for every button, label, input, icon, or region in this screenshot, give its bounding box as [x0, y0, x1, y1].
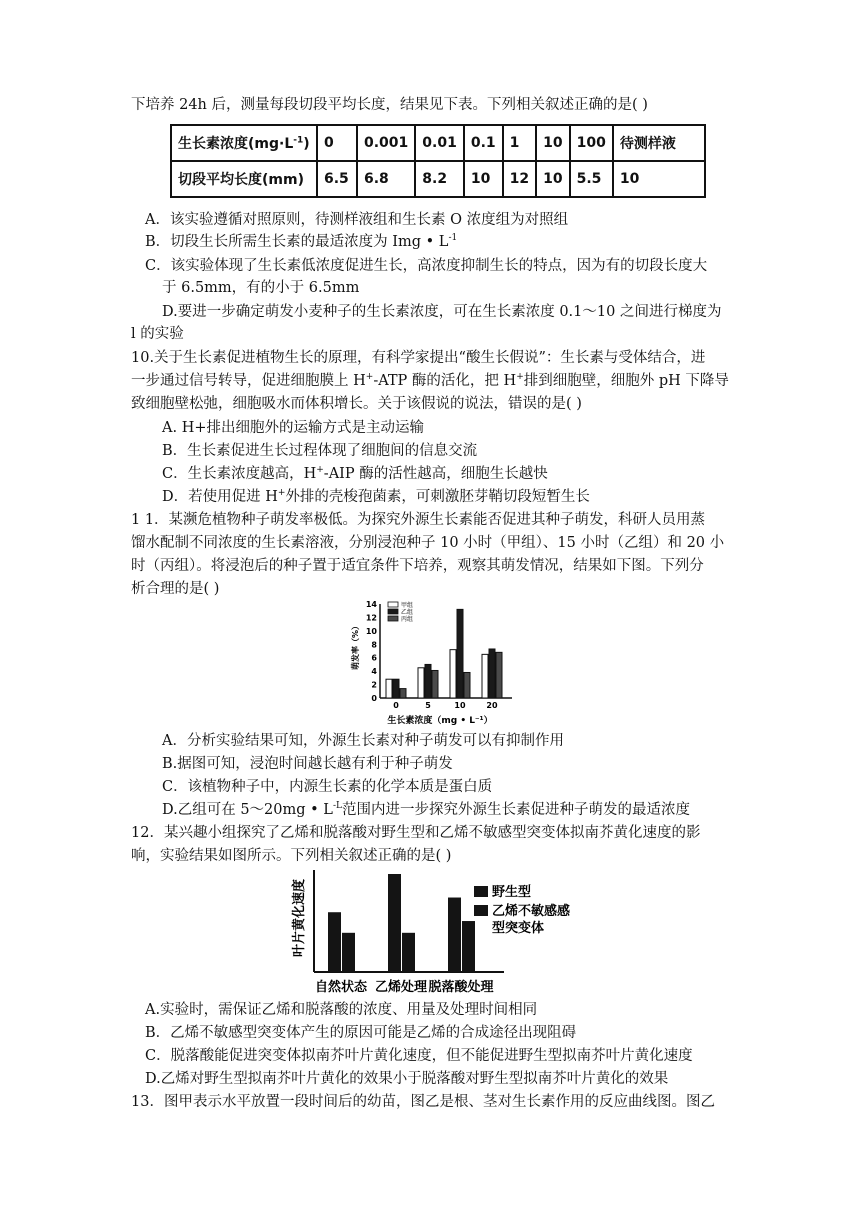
table-cell: 8.2	[415, 161, 464, 197]
sup-text: +	[316, 465, 324, 476]
legend-label: 乙组	[401, 609, 414, 616]
q12-option-c: C．脱落酸能促进突变体拟南芥叶片黄化速度，但不能促进野生型拟南芥叶片黄化速度	[145, 1048, 693, 1064]
x-tick-label: 自然状态	[314, 980, 368, 995]
legend-label: 丙组	[401, 616, 414, 623]
auxin-table	[170, 124, 706, 198]
bar-mutant	[402, 933, 415, 972]
q11-stem-1: 1 1．某濒危植物种子萌发率极低。为探究外源生长素能否促进其种子萌发，科研人员用蒸	[131, 512, 706, 528]
bar-丙组	[432, 670, 438, 698]
q12-option-a: A.实验时，需保证乙烯和脱落酸的浓度、用量及处理时间相同	[145, 1002, 538, 1018]
y-tick-label: 10	[365, 626, 377, 636]
table-header-text: 生长素浓度(mg·L	[178, 136, 294, 152]
q11-stem-2: 馏水配制不同浓度的生长素溶液，分别浸泡种子 10 小时（甲组）、15 小时（乙组）和 20 小	[131, 535, 725, 551]
q10-option-d	[162, 487, 590, 507]
bar-乙组	[425, 664, 431, 698]
bar-甲组	[418, 668, 424, 698]
y-tick-label: 8	[371, 640, 377, 650]
legend-label: 野生型	[492, 885, 532, 900]
x-tick-label: 5	[425, 701, 431, 710]
q9-option-c-cont: 于 6.5mm，有的小于 6.5mm	[162, 280, 360, 296]
bar-甲组	[482, 654, 488, 698]
bar-乙组	[393, 679, 399, 698]
q9-option-d-cont: l 的实验	[131, 326, 184, 342]
legend-label: 型突变体	[492, 921, 545, 936]
q10-text: C．生长素浓度越高，H	[162, 466, 317, 482]
q9-option-b	[145, 232, 457, 252]
table-cell: 10	[536, 161, 569, 197]
x-tick-label: 20	[486, 701, 498, 710]
table-cell: 待测样液	[613, 125, 705, 161]
table-cell: 6.8	[357, 161, 415, 197]
table-cell: 0.1	[464, 125, 503, 161]
legend-swatch	[474, 905, 488, 916]
bar-wild-type	[328, 912, 341, 972]
bar-甲组	[386, 679, 392, 698]
table-cell: 1	[503, 125, 536, 161]
q12-option-b: B．乙烯不敏感型突变体产生的原因可能是乙烯的合成途径出现阻碍	[145, 1025, 577, 1041]
q13-stem-1: 13．图甲表示水平放置一段时间后的幼苗，图乙是根、茎对生长素作用的反应曲线图。图乙	[131, 1094, 715, 1110]
table-cell: 0	[317, 125, 357, 161]
q12-stem-2: 响，实验结果如图所示。下列相关叙述正确的是( )	[131, 848, 452, 864]
q10-text: -ATP 酶的活化，把 H	[373, 373, 517, 389]
q10-stem-2	[131, 371, 729, 391]
q10-option-a: A. H+排出细胞外的运输方式是主动运输	[162, 420, 424, 436]
table-cell: 10	[464, 161, 503, 197]
y-tick-label: 6	[371, 653, 377, 663]
sup-text: +	[516, 372, 524, 383]
legend-label: 甲组	[401, 602, 414, 609]
legend-swatch	[388, 602, 398, 607]
bar-乙组	[457, 609, 463, 698]
q11-stem-3: 时（丙组）。将浸泡后的种子置于适宜条件下培养，观察其萌发情况，结果如下图。下列分	[131, 558, 704, 574]
table-cell: 10	[536, 125, 569, 161]
y-axis-label: 萌发率（%）	[351, 621, 360, 671]
bar-mutant	[342, 933, 355, 972]
q10-option-b: B．生长素促进生长过程体现了细胞间的信息交流	[162, 443, 478, 459]
bar-甲组	[450, 650, 456, 698]
x-tick-label: 10	[454, 701, 466, 710]
legend-swatch	[474, 886, 488, 897]
table-cell: 0.01	[415, 125, 464, 161]
q10-text: 一步通过信号转导，促进细胞膜上 H	[131, 373, 366, 389]
x-axis-label: 生长素浓度（mg • L⁻¹）	[387, 716, 493, 726]
sup-text: +	[277, 488, 286, 499]
bar-丙组	[496, 652, 502, 698]
intro-line: 下培养 24h 后，测量每段切段平均长度，结果见下表。下列相关叙述正确的是( )	[131, 97, 648, 113]
table-header-length: 切段平均长度(mm)	[171, 161, 317, 197]
q10-text: D．若使用促进 H	[162, 489, 278, 505]
table-cell: 5.5	[570, 161, 613, 197]
q10-text: 排到细胞壁，细胞外 pH 下降导	[523, 373, 729, 389]
germination-chart	[348, 594, 518, 726]
q11-text: D.乙组可在 5～20mg • L	[162, 802, 333, 818]
q9-option-b-text: B．切段生长所需生长素的最适浓度为 Img • L	[145, 234, 449, 250]
q12-option-d: D.乙烯对野生型拟南芥叶片黄化的效果小于脱落酸对野生型拟南芥叶片黄化的效果	[145, 1071, 669, 1087]
bar-丙组	[400, 689, 406, 698]
sup-text: -L	[332, 801, 342, 812]
table-header-sup: -1	[293, 135, 304, 146]
q10-stem-1: 10.关于生长素促进植物生长的原理，有科学家提出“酸生长假说”：生长素与受体结合，进	[131, 350, 706, 366]
q11-option-c: C．该植物种子中，内源生长素的化学本质是蛋白质	[162, 779, 493, 795]
x-tick-label: 乙烯处理	[374, 980, 428, 995]
q11-stem-4: 析合理的是( )	[131, 581, 220, 597]
yellowing-chart	[290, 862, 570, 998]
sup-text: +	[365, 372, 374, 383]
bar-乙组	[489, 649, 495, 698]
table-cell: 12	[503, 161, 536, 197]
bar-wild-type	[388, 874, 401, 972]
bar-丙组	[464, 672, 470, 698]
y-tick-label: 2	[371, 680, 377, 690]
q11-option-d	[162, 800, 690, 820]
y-axis-label: 叶片黄化速度	[292, 878, 307, 958]
y-tick-label: 14	[365, 600, 377, 609]
q9-option-c: C．该实验体现了生长素低浓度促进生长，高浓度抑制生长的特点，因为有的切段长度大	[145, 258, 708, 274]
table-cell: 10	[613, 161, 705, 197]
q12-stem-1: 12．某兴趣小组探究了乙烯和脱落酸对野生型和乙烯不敏感型突变体拟南芥黄化速度的影	[131, 825, 701, 841]
x-tick-label: 脱落酸处理	[428, 980, 494, 995]
table-cell: 6.5	[317, 161, 357, 197]
table-cell: 0.001	[357, 125, 415, 161]
bar-wild-type	[448, 898, 461, 972]
sup-text: -1	[448, 233, 458, 244]
table-cell: 100	[570, 125, 613, 161]
q10-stem-3: 致细胞壁松弛，细胞吸水而体积增长。关于该假说的说法，错误的是( )	[131, 396, 582, 412]
q11-option-a: A．分析实验结果可知，外源生长素对种子萌发可以有抑制作用	[162, 733, 564, 749]
y-tick-label: 12	[365, 613, 377, 623]
q10-text: 外排的壳梭孢菌素，可刺激胚芽鞘切段短暂生长	[285, 489, 590, 505]
legend-swatch	[388, 616, 398, 621]
q10-text: -AIP 酶的活性越高，细胞生长越快	[323, 466, 548, 482]
x-tick-label: 0	[393, 701, 399, 710]
table-header-conc	[171, 125, 317, 161]
q10-option-c	[162, 464, 548, 484]
legend-swatch	[388, 609, 398, 614]
table-row	[171, 161, 705, 197]
bar-mutant	[462, 921, 475, 972]
table-header-end: )	[303, 136, 310, 152]
q11-text: 范围内进一步探究外源生长素促进种子萌发的最适浓度	[341, 802, 690, 818]
table-row	[171, 125, 705, 161]
y-tick-label: 4	[371, 667, 377, 677]
q9-option-a: A．该实验遵循对照原则，待测样液组和生长素 O 浓度组为对照组	[145, 212, 569, 228]
legend-label: 乙烯不敏感感	[492, 904, 570, 919]
q11-option-b: B.据图可知，浸泡时间越长越有利于种子萌发	[162, 756, 453, 772]
y-tick-label: 0	[371, 694, 377, 703]
q9-option-d: D.要进一步确定萌发小麦种子的生长素浓度，可在生长素浓度 0.1～10 之间进行梯度为	[162, 304, 722, 320]
